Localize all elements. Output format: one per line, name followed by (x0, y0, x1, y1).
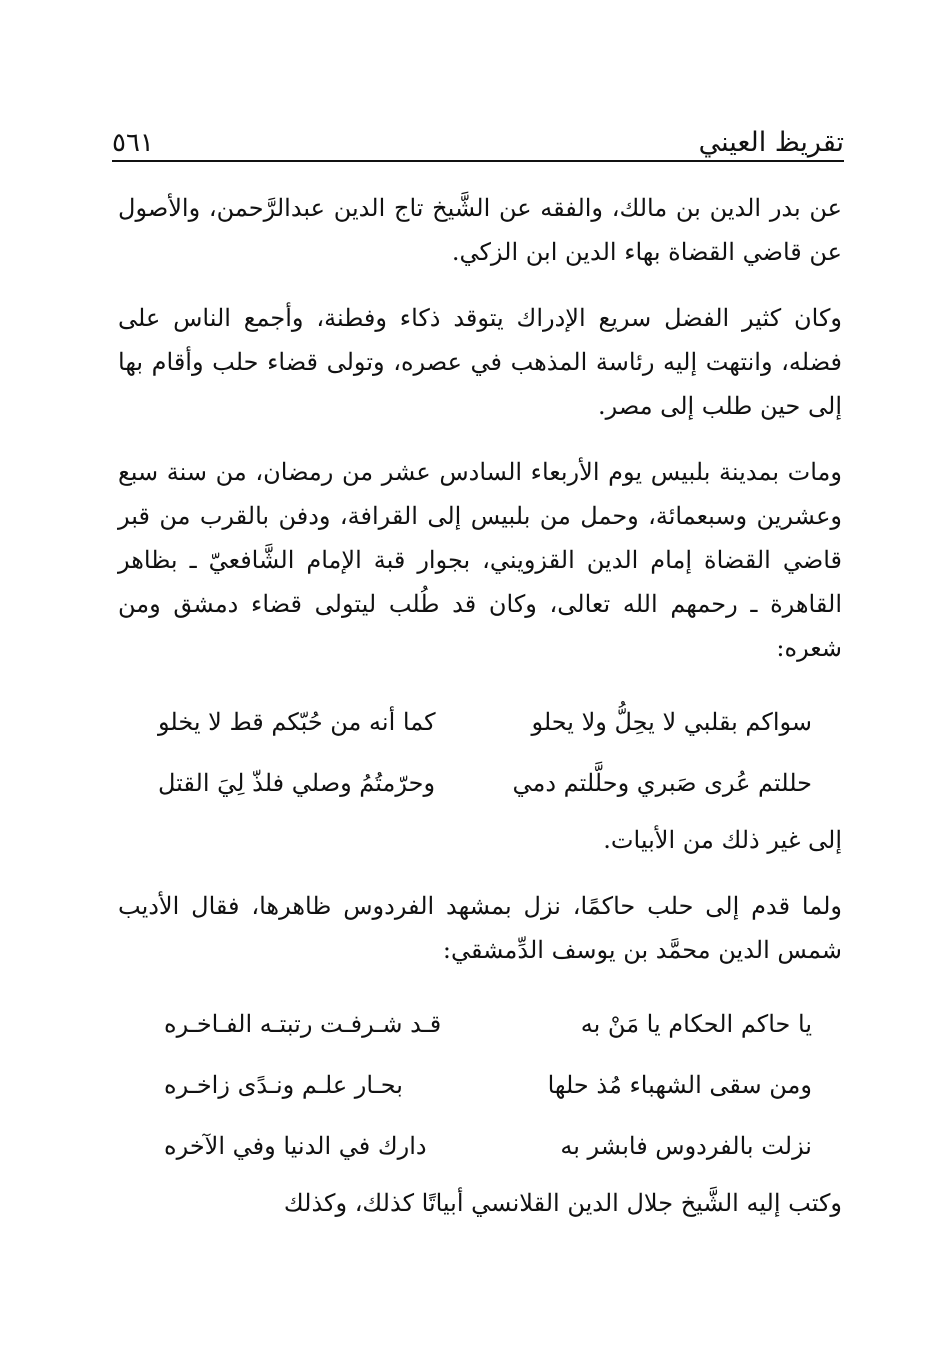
verse-first-hemistich: يا حاكم الحكام يا مَنْ به (580, 1010, 812, 1038)
running-title: تقريظ العيني (698, 127, 844, 158)
verse-line (118, 1116, 842, 1177)
verse-second-hemistich: قـد شـرفـت رتبتـه الفـاخـره (164, 1010, 442, 1038)
verse-first-hemistich: ومن سقى الشهباء مُذ حلها (547, 1071, 812, 1099)
verse-first-hemistich: حللتم عُرى صَبري وحلَّلتم دمي (512, 769, 812, 797)
verse-second-hemistich: بحـار علـم ونـدًى زاخـره (164, 1071, 403, 1099)
header-rule (112, 160, 844, 162)
paragraph: ولما قدم إلى حلب حاكمًا، نزل بمشهد الفردوس ظاهرها، فقال الأديب شمس الدين محمَّد بن يوسف الدِّمشقي: (118, 892, 842, 964)
verse-second-hemistich: كما أنه من حُبّكم قط لا يخلو (158, 708, 436, 736)
paragraph: عن بدر الدين بن مالك، والفقه عن الشَّيخ تاج الدين عبدالرَّحمن، والأصول عن قاضي القضاة بهاء الدين ابن الزكي. (118, 194, 842, 266)
poem-block (118, 994, 842, 1177)
verse-line (118, 692, 842, 753)
verse-line (118, 753, 842, 814)
verse-first-hemistich: نزلت بالفردوس فابشر به (560, 1132, 812, 1160)
verse-first-hemistich: سواكم بقلبي لا يحِلُّ ولا يحلو (531, 708, 812, 736)
paragraph: ومات بمدينة بلبيس يوم الأربعاء السادس عشر من رمضان، من سنة سبع وعشرين وسبعمائة، وحمل من بلبيس إلى القرافة، ودفن بالقرب من قبر قاضي القضاة إمام الدين القزويني، بجوار قبة الإمام الشَّافعيّ ـ بظاهر القاهرة ـ رحمهم الله تعالى، وكان قد طُلب ليتولى قضاء دمشق ومن شعره: (118, 458, 842, 662)
page-body (118, 186, 842, 1249)
paragraph: وكان كثير الفضل سريع الإدراك يتوقد ذكاء وفطنة، وأجمع الناس على فضله، وانتهت إليه رئاسة المذهب في عصره، وتولى قضاء حلب وأقام بها إلى حين طلب إلى مصر. (118, 304, 842, 420)
verse-note: إلى غير ذلك من الأبيات. (603, 826, 842, 854)
verse-line (118, 1055, 842, 1116)
paragraph: وكتب إليه الشَّيخ جلال الدين القلانسي أبياتًا كذلك، وكذلك (283, 1189, 842, 1217)
verse-line (118, 994, 842, 1055)
verse-second-hemistich: دارك في الدنيا وفي الآخره (164, 1132, 427, 1160)
poem-block (118, 692, 842, 814)
page-header (112, 120, 844, 156)
verse-second-hemistich: وحرّمتُمُ وصلي فلذّ لِيَ القتل (158, 769, 436, 797)
page-number: ٥٦١ (112, 128, 154, 158)
